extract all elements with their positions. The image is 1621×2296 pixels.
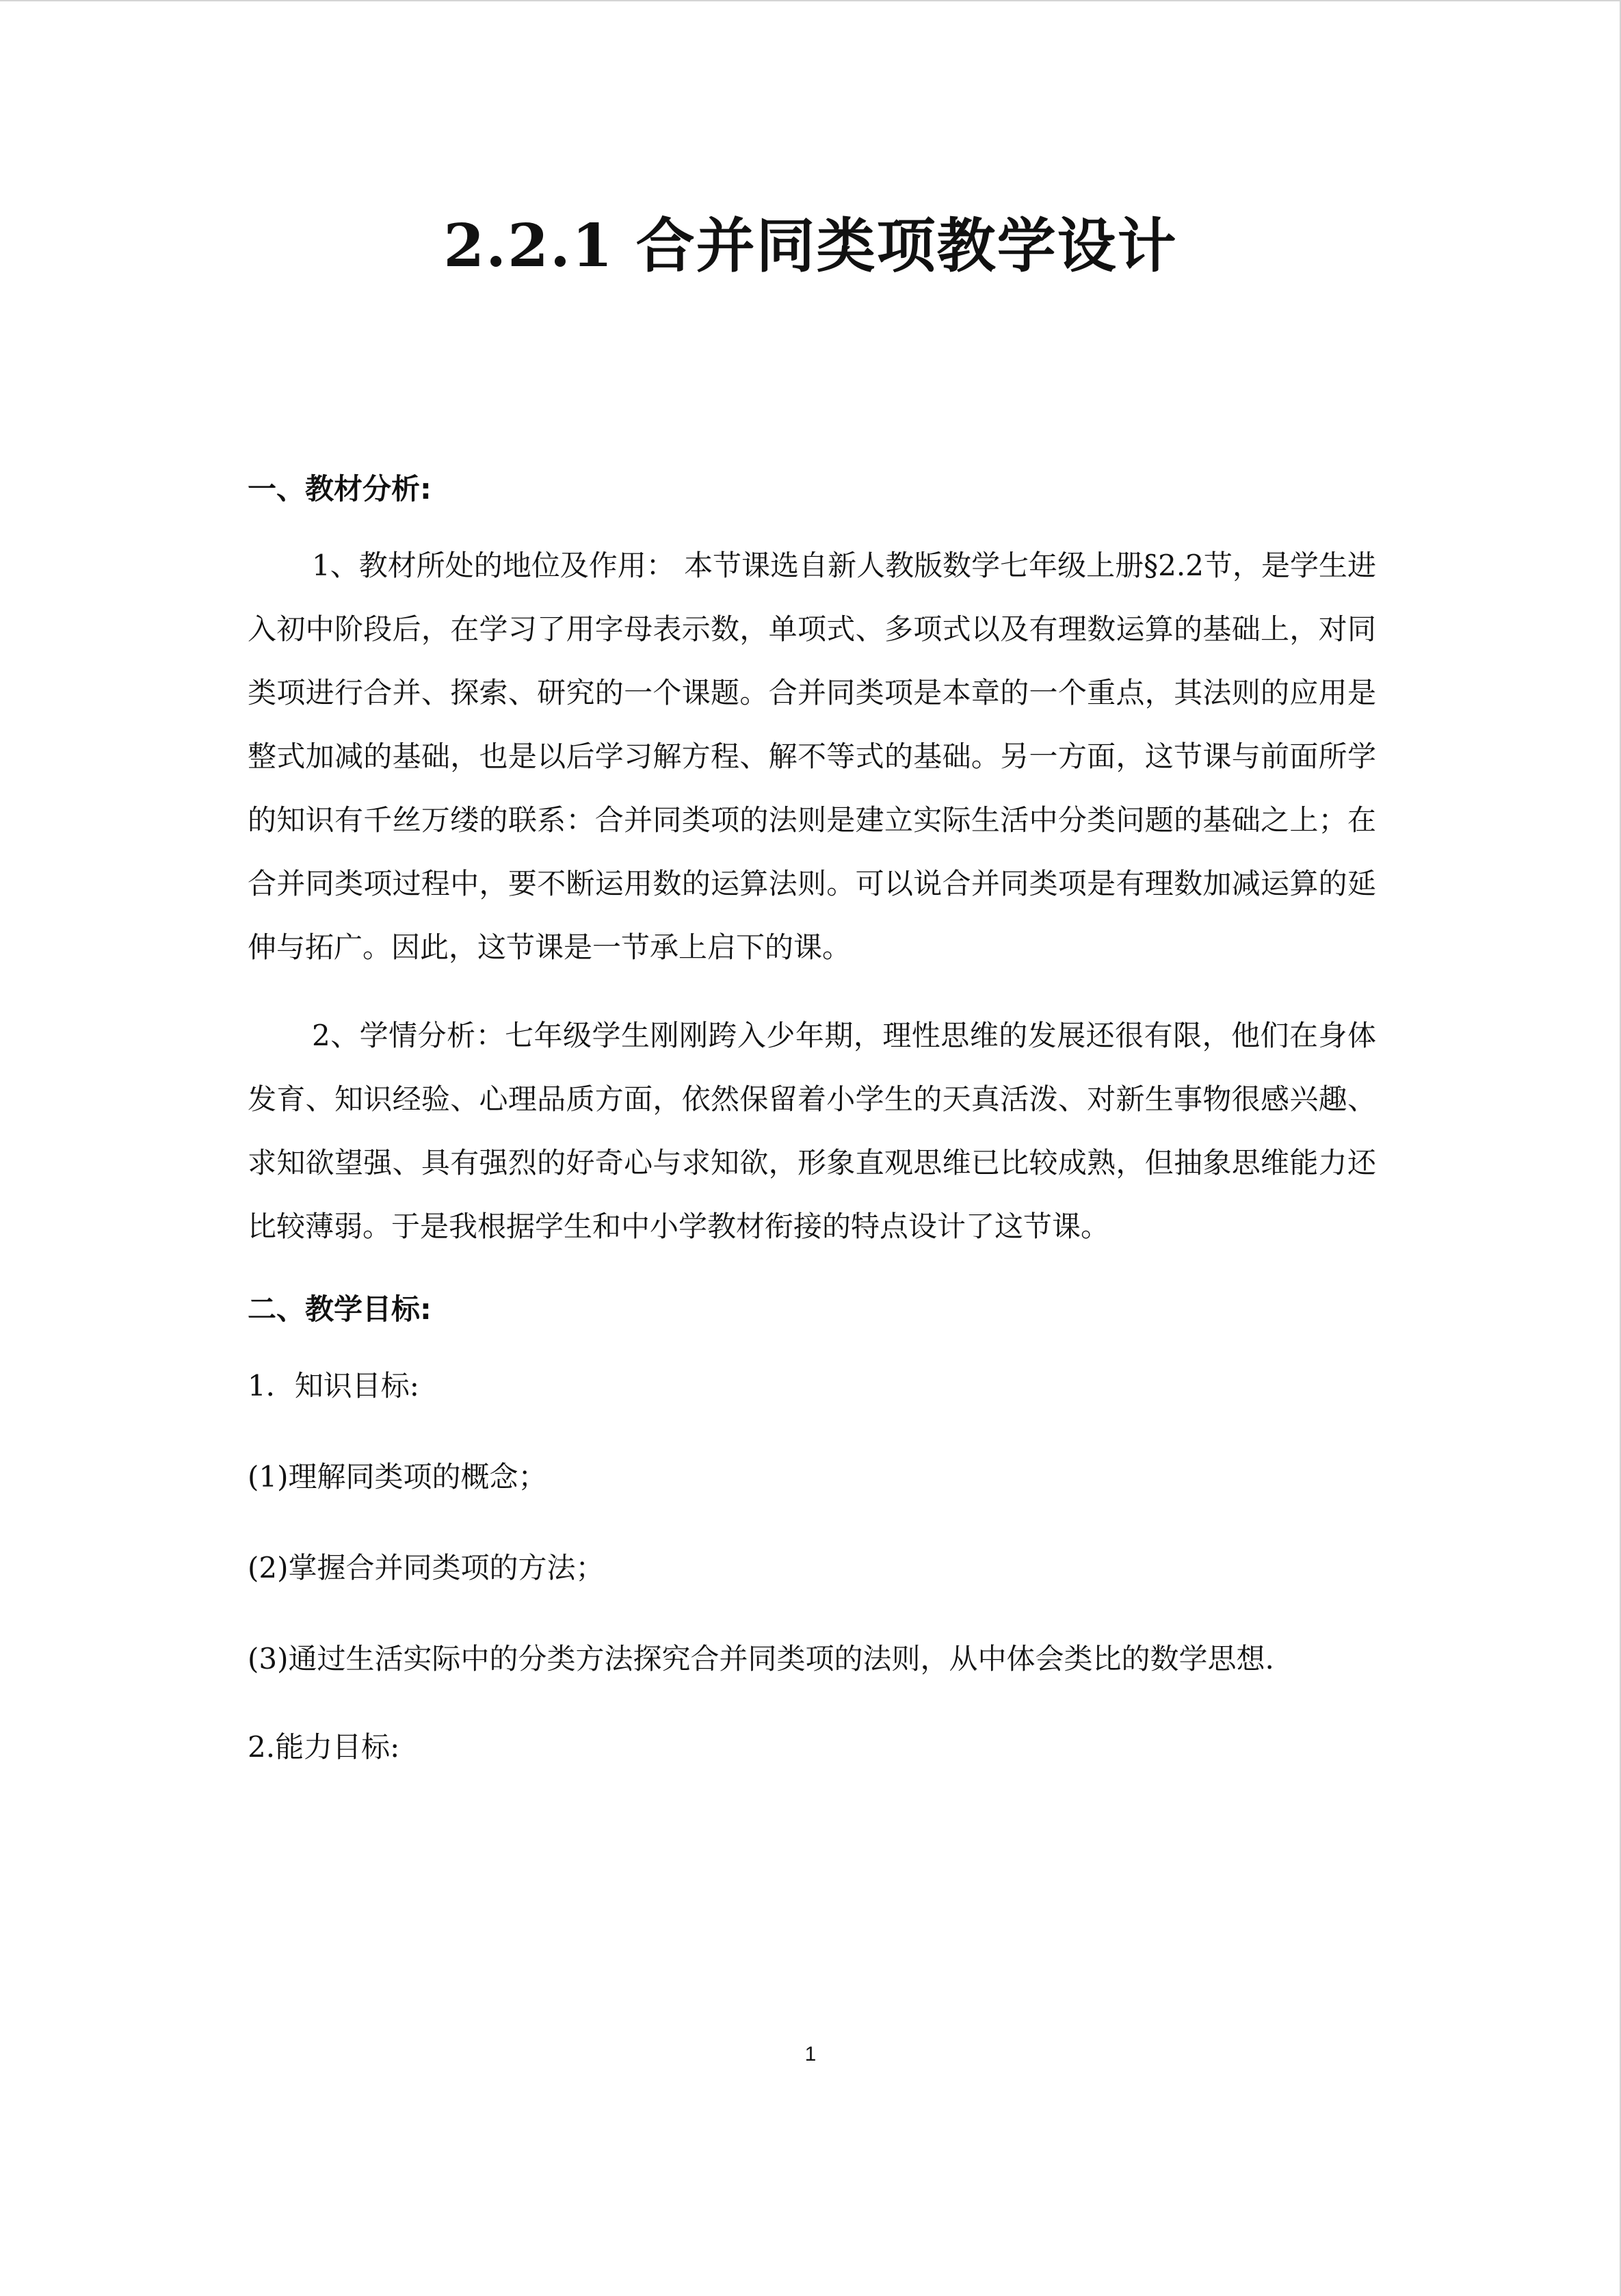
page-number: 1 bbox=[804, 2043, 817, 2065]
document-body bbox=[248, 458, 1376, 1806]
paragraph-textbook-position: 1、教材所处的地位及作用： 本节课选自新人教版数学七年级上册§2.2节，是学生进入初中阶段后，在学习了用字母表示数，单项式、多项式以及有理数运算的基础上，对同类项进行合并、探索、研究的一个课题。合并同类项是本章的一个重点，其法则的应用是整式加减的基础，也是以后学习解方程、解不等式的基础。另一方面，这节课与前面所学的知识有千丝万缕的联系：合并同类项的法则是建立实际生活中分类问题的基础之上；在合并同类项过程中，要不断运用数的运算法则。可以说合并同类项是有理数加减运算的延伸与拓广。因此，这节课是一节承上启下的课。 bbox=[248, 549, 1376, 964]
paragraph-student-analysis: 2、学情分析：七年级学生刚刚跨入少年期，理性思维的发展还很有限，他们在身体发育、知识经验、心理品质方面，依然保留着小学生的天真活泼、对新生事物很感兴趣、求知欲望强、具有强烈的好奇心与求知欲，形象直观思维已比较成熟，但抽象思维能力还比较薄弱。于是我根据学生和中小学教材衔接的特点设计了这节课。 bbox=[248, 1019, 1376, 1243]
goal-item-1: (1)理解同类项的概念； bbox=[248, 1460, 547, 1493]
section-heading-teaching-goals: 二、教学目标: bbox=[248, 1292, 432, 1326]
goal-item-3: (3)通过生活实际中的分类方法探究合并同类项的法则，从中体会类比的数学思想. bbox=[248, 1642, 1274, 1675]
ability-goal-label: 2.能力目标: bbox=[248, 1730, 400, 1764]
section-heading-textbook-analysis: 一、教材分析: bbox=[248, 472, 432, 506]
knowledge-goal-label: 1．知识目标: bbox=[248, 1369, 419, 1403]
document-title: 2.2.1 合并同类项教学设计 bbox=[443, 211, 1178, 281]
goal-item-2: (2)掌握合并同类项的方法； bbox=[248, 1551, 605, 1584]
